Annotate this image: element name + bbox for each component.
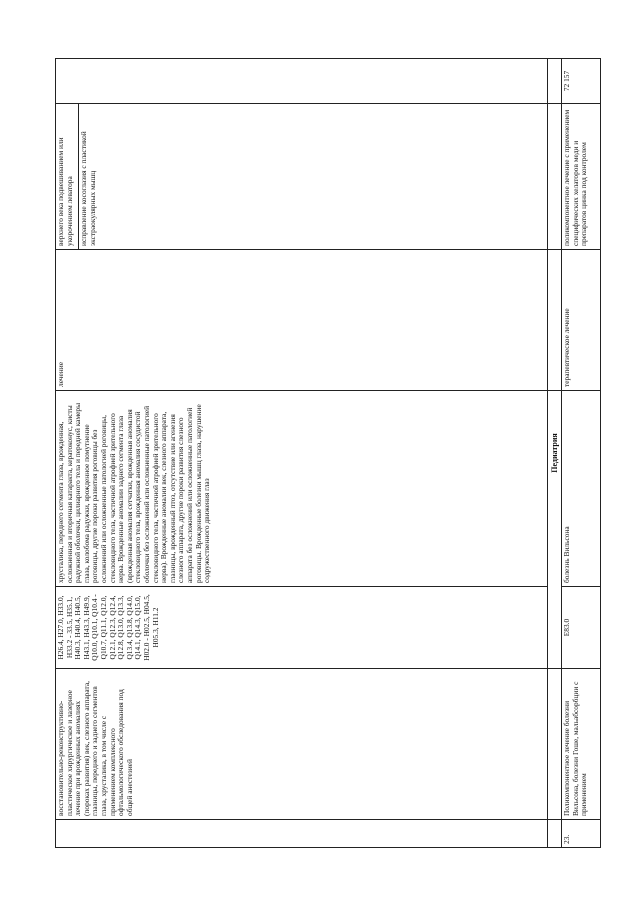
row-23-method: поликомпонентное лечение с применением специфических хелаторов меди и препаратов цинка под контролем [562,109,589,246]
prev-row-diagnosis: хрусталика, переднего сегмента глаза, врожденная, осложненная и вторичная катаракта, кератоконус, кисты радужной оболочки, цилиарного тела и передней камеры глаза, колобома радужки, врожденное помутнение роговицы, другие пороки развития роговицы без осложнений или осложненные патологией роговицы, стекловидного тела, частичной атрофией зрительного нерва. Врожденные аномалии заднего сегмента глаза (врожденная аномалия сетчатки, врожденная аномалия стекловидного тела, врожденная аномалия сосудистой оболочки без осложнений или осложненные патологией стекловидного тела, частичной атрофией зрительного нерва). Врожденные аномалии век, слезного аппарата, глазницы, врожденный птоз, отсутствие или агенезия слезного аппарата, другие пороки развития слезного аппарата без осложнений или осложненные патологией роговицы. Врожденные болезни мышц глаза, нарушение содружественного движения глаз [56,402,212,583]
prev-row-cost [56,59,547,103]
prev-row-treatment-type: лечение [56,362,65,387]
prev-row-method-name: восстановительно-реконструктивно-пластическое хирургическое и лазерное лечение при врожденных аномалиях (пороках развития) век, слезного аппарата, глазницы, переднего и заднего сегментов глаза, хрусталика, в том числе с применением комплексного офтальмологического обследования под общей анестезией [56,681,134,816]
prev-row-icd-codes: H26.4, H27.0, H33.0, H33.2 - 33.5, H35.1, H40.3, H40.4, H40.5, H43.1, H43.3, H49.9, Q10.0, Q10.1, Q10.4 - Q10.7, Q11.1, Q12.0, Q12.1, Q12.3, Q12.4, Q12.8, Q13.0, Q13.3, Q13.4, Q13.8, Q14.0, Q14.1, Q14.3, Q15.0, H02.0 - H02.5, H04.5, H05.3, H11.2 [56,594,160,661]
row-23-treatment-type: терапевтическое лечение [562,308,571,387]
row-23-name: Поликомпонентное лечение болезни Вильсона, болезни Гоше, мальабсорбции с применением [562,681,589,816]
prev-row-method-cell-1: верхнего века подвешиванием или укорочением леватора [56,137,74,246]
prev-row-method-cell-2: исправление косоглазия с пластикой экстраокулярных мышц [79,131,97,246]
row-23-diagnosis: болезнь Вильсона [562,526,571,583]
row-23-icd-codes: E83.0 [562,618,571,637]
row-23-number: 23. [562,834,571,844]
row-23-cost: 72 157 [562,70,571,92]
col-divider [56,819,600,820]
col-divider [56,847,600,848]
section-header-pediatrics: Педиатрия [550,433,559,473]
medical-care-table [55,58,601,848]
